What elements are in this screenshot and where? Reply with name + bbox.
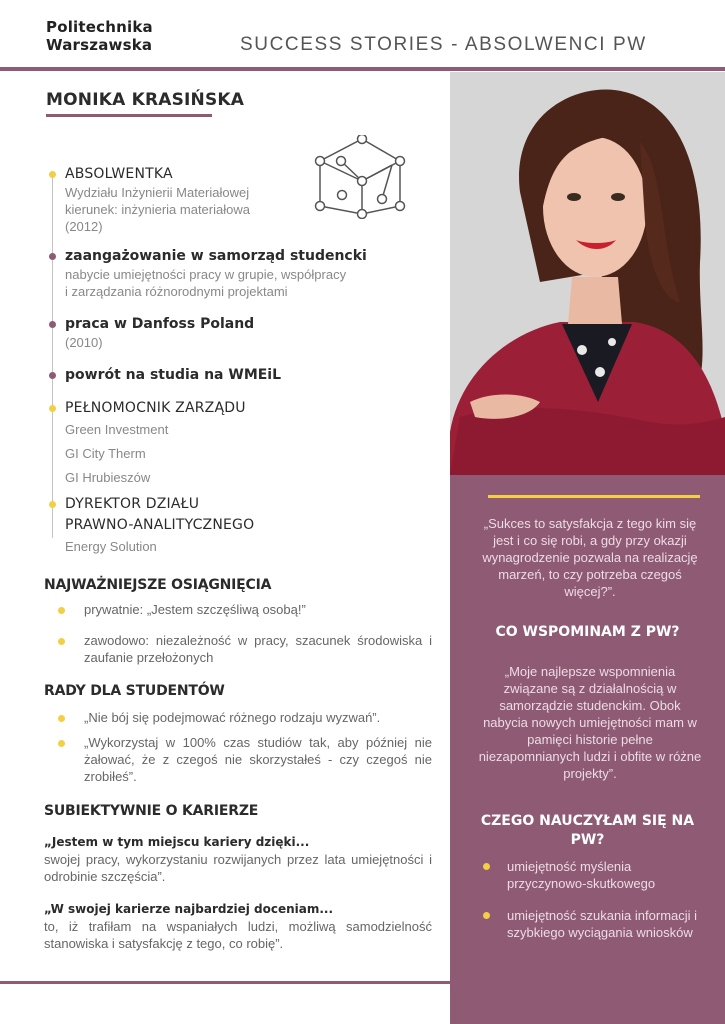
- list-item-text: prywatnie: „Jestem szczęśliwą osobą!”: [84, 602, 306, 617]
- timeline-title: PRAWNO-ANALITYCZNEGO: [65, 517, 255, 533]
- timeline-dot: [49, 253, 56, 260]
- timeline-detail: (2012): [65, 219, 103, 234]
- timeline-title: PEŁNOMOCNIK ZARZĄDU: [65, 400, 246, 416]
- timeline-detail: GI City Therm: [65, 446, 146, 461]
- timeline-dot: [49, 405, 56, 412]
- list-item-text: zawodowo: niezależność w pracy, szacunek środowiska i zaufanie przełożonych: [84, 633, 432, 665]
- logo-line-1: Politechnika: [46, 18, 153, 36]
- timeline-detail: Wydziału Inżynierii Materiałowej: [65, 185, 250, 200]
- list-item: [480, 858, 710, 892]
- list-item: [44, 601, 432, 618]
- memory-heading: CO WSPOMINAM Z PW?: [495, 624, 680, 640]
- list-item: [480, 907, 710, 941]
- timeline-detail: (2010): [65, 335, 103, 350]
- timeline-detail: Energy Solution: [65, 539, 157, 554]
- timeline-title: DYREKTOR DZIAŁU: [65, 496, 200, 512]
- timeline-title: ABSOLWENTKA: [65, 166, 173, 182]
- footer-divider: [0, 981, 450, 984]
- list-item-text: umiejętność myślenia przyczynowo-skutkowego: [507, 859, 656, 891]
- list-item: [44, 632, 432, 666]
- career-question: „W swojej karierze najbardziej doceniam...: [44, 902, 334, 916]
- timeline-title: praca w Danfoss Poland: [65, 316, 255, 332]
- header-divider: [0, 67, 725, 71]
- list-item: [44, 709, 432, 726]
- timeline-dot: [49, 501, 56, 508]
- timeline-dot: [49, 372, 56, 379]
- list-item-text: „Wykorzystaj w 100% czas studiów tak, aby później nie żałować, że z czegoś nie skorzystałeś - czy czegoś nie zrobiłeś”.: [84, 735, 432, 784]
- bullet-dot: [58, 740, 65, 747]
- advice-heading: RADY DLA STUDENTÓW: [44, 683, 225, 699]
- career-question: „Jestem w tym miejscu kariery dzięki...: [44, 835, 310, 849]
- learned-list: [480, 858, 710, 956]
- portrait-illustration: [450, 72, 725, 475]
- timeline-dot: [49, 321, 56, 328]
- achievements-heading: NAJWAŻNIEJSZE OSIĄGNIĘCIA: [44, 577, 272, 593]
- university-logo: [46, 18, 153, 54]
- list-item-text: umiejętność szukania informacji i szybkiego wyciągania wniosków: [507, 908, 698, 940]
- timeline-detail: kierunek: inżynieria materiałowa: [65, 202, 250, 217]
- achievements-list: [44, 601, 432, 666]
- timeline-detail: Green Investment: [65, 422, 169, 437]
- list-item-text: „Nie bój się podejmować różnego rodzaju wyzwań”.: [84, 710, 381, 725]
- success-quote: „Sukces to satysfakcja z tego kim się jest i co się robi, a gdy przy okazji wynagrodzenie pozwala na realizację marzeń, to czy potrzeba czegoś więcej?”.: [482, 516, 698, 599]
- timeline-detail: nabycie umiejętności pracy w grupie, współpracy: [65, 267, 347, 282]
- person-name: MONIKA KRASIŃSKA: [46, 90, 245, 110]
- bullet-dot: [58, 715, 65, 722]
- logo-line-2: Warszawska: [46, 36, 153, 54]
- dice-network-icon: [314, 135, 410, 219]
- name-underline: [46, 114, 212, 117]
- timeline-line: [52, 175, 53, 538]
- list-item: [44, 734, 432, 785]
- learned-heading: CZEGO NAUCZYŁAM SIĘ NA PW?: [480, 813, 695, 848]
- career-quote-2: [44, 901, 432, 952]
- timeline-dot: [49, 171, 56, 178]
- career-quote-1: [44, 834, 432, 885]
- page-header-title: SUCCESS STORIES - ABSOLWENCI PW: [240, 34, 647, 55]
- bullet-dot: [58, 638, 65, 645]
- timeline-title: zaangażowanie w samorząd studencki: [65, 248, 367, 264]
- timeline-title: powrót na studia na WMEiL: [65, 367, 282, 383]
- career-answer: swojej pracy, wykorzystaniu rozwijanych przez lata umiejętności i odrobinie szczęścia”.: [44, 852, 432, 884]
- bullet-dot: [483, 912, 490, 919]
- memory-text: „Moje najlepsze wspomnienia związane są z działalnością w samorządzie studenckim. Obok nabycia nowych umiejętności mam w pamięci historie pełne niezapomnianych ludzi i obfite w różne projekty”.: [478, 664, 702, 781]
- timeline-detail: GI Hrubieszów: [65, 470, 151, 485]
- bullet-dot: [483, 863, 490, 870]
- timeline-detail: i zarządzania różnorodnymi projektami: [65, 284, 288, 299]
- portrait-photo: [450, 72, 725, 475]
- career-heading: SUBIEKTYWNIE O KARIERZE: [44, 803, 259, 819]
- career-answer: to, iż trafiłam na wspaniałych ludzi, możliwą samodzielność stanowiska i satysfakcję z tego, co robię”.: [44, 919, 432, 951]
- bullet-dot: [58, 607, 65, 614]
- panel-accent-line: [488, 495, 700, 498]
- side-panel: [450, 475, 725, 1024]
- advice-list: [44, 709, 432, 785]
